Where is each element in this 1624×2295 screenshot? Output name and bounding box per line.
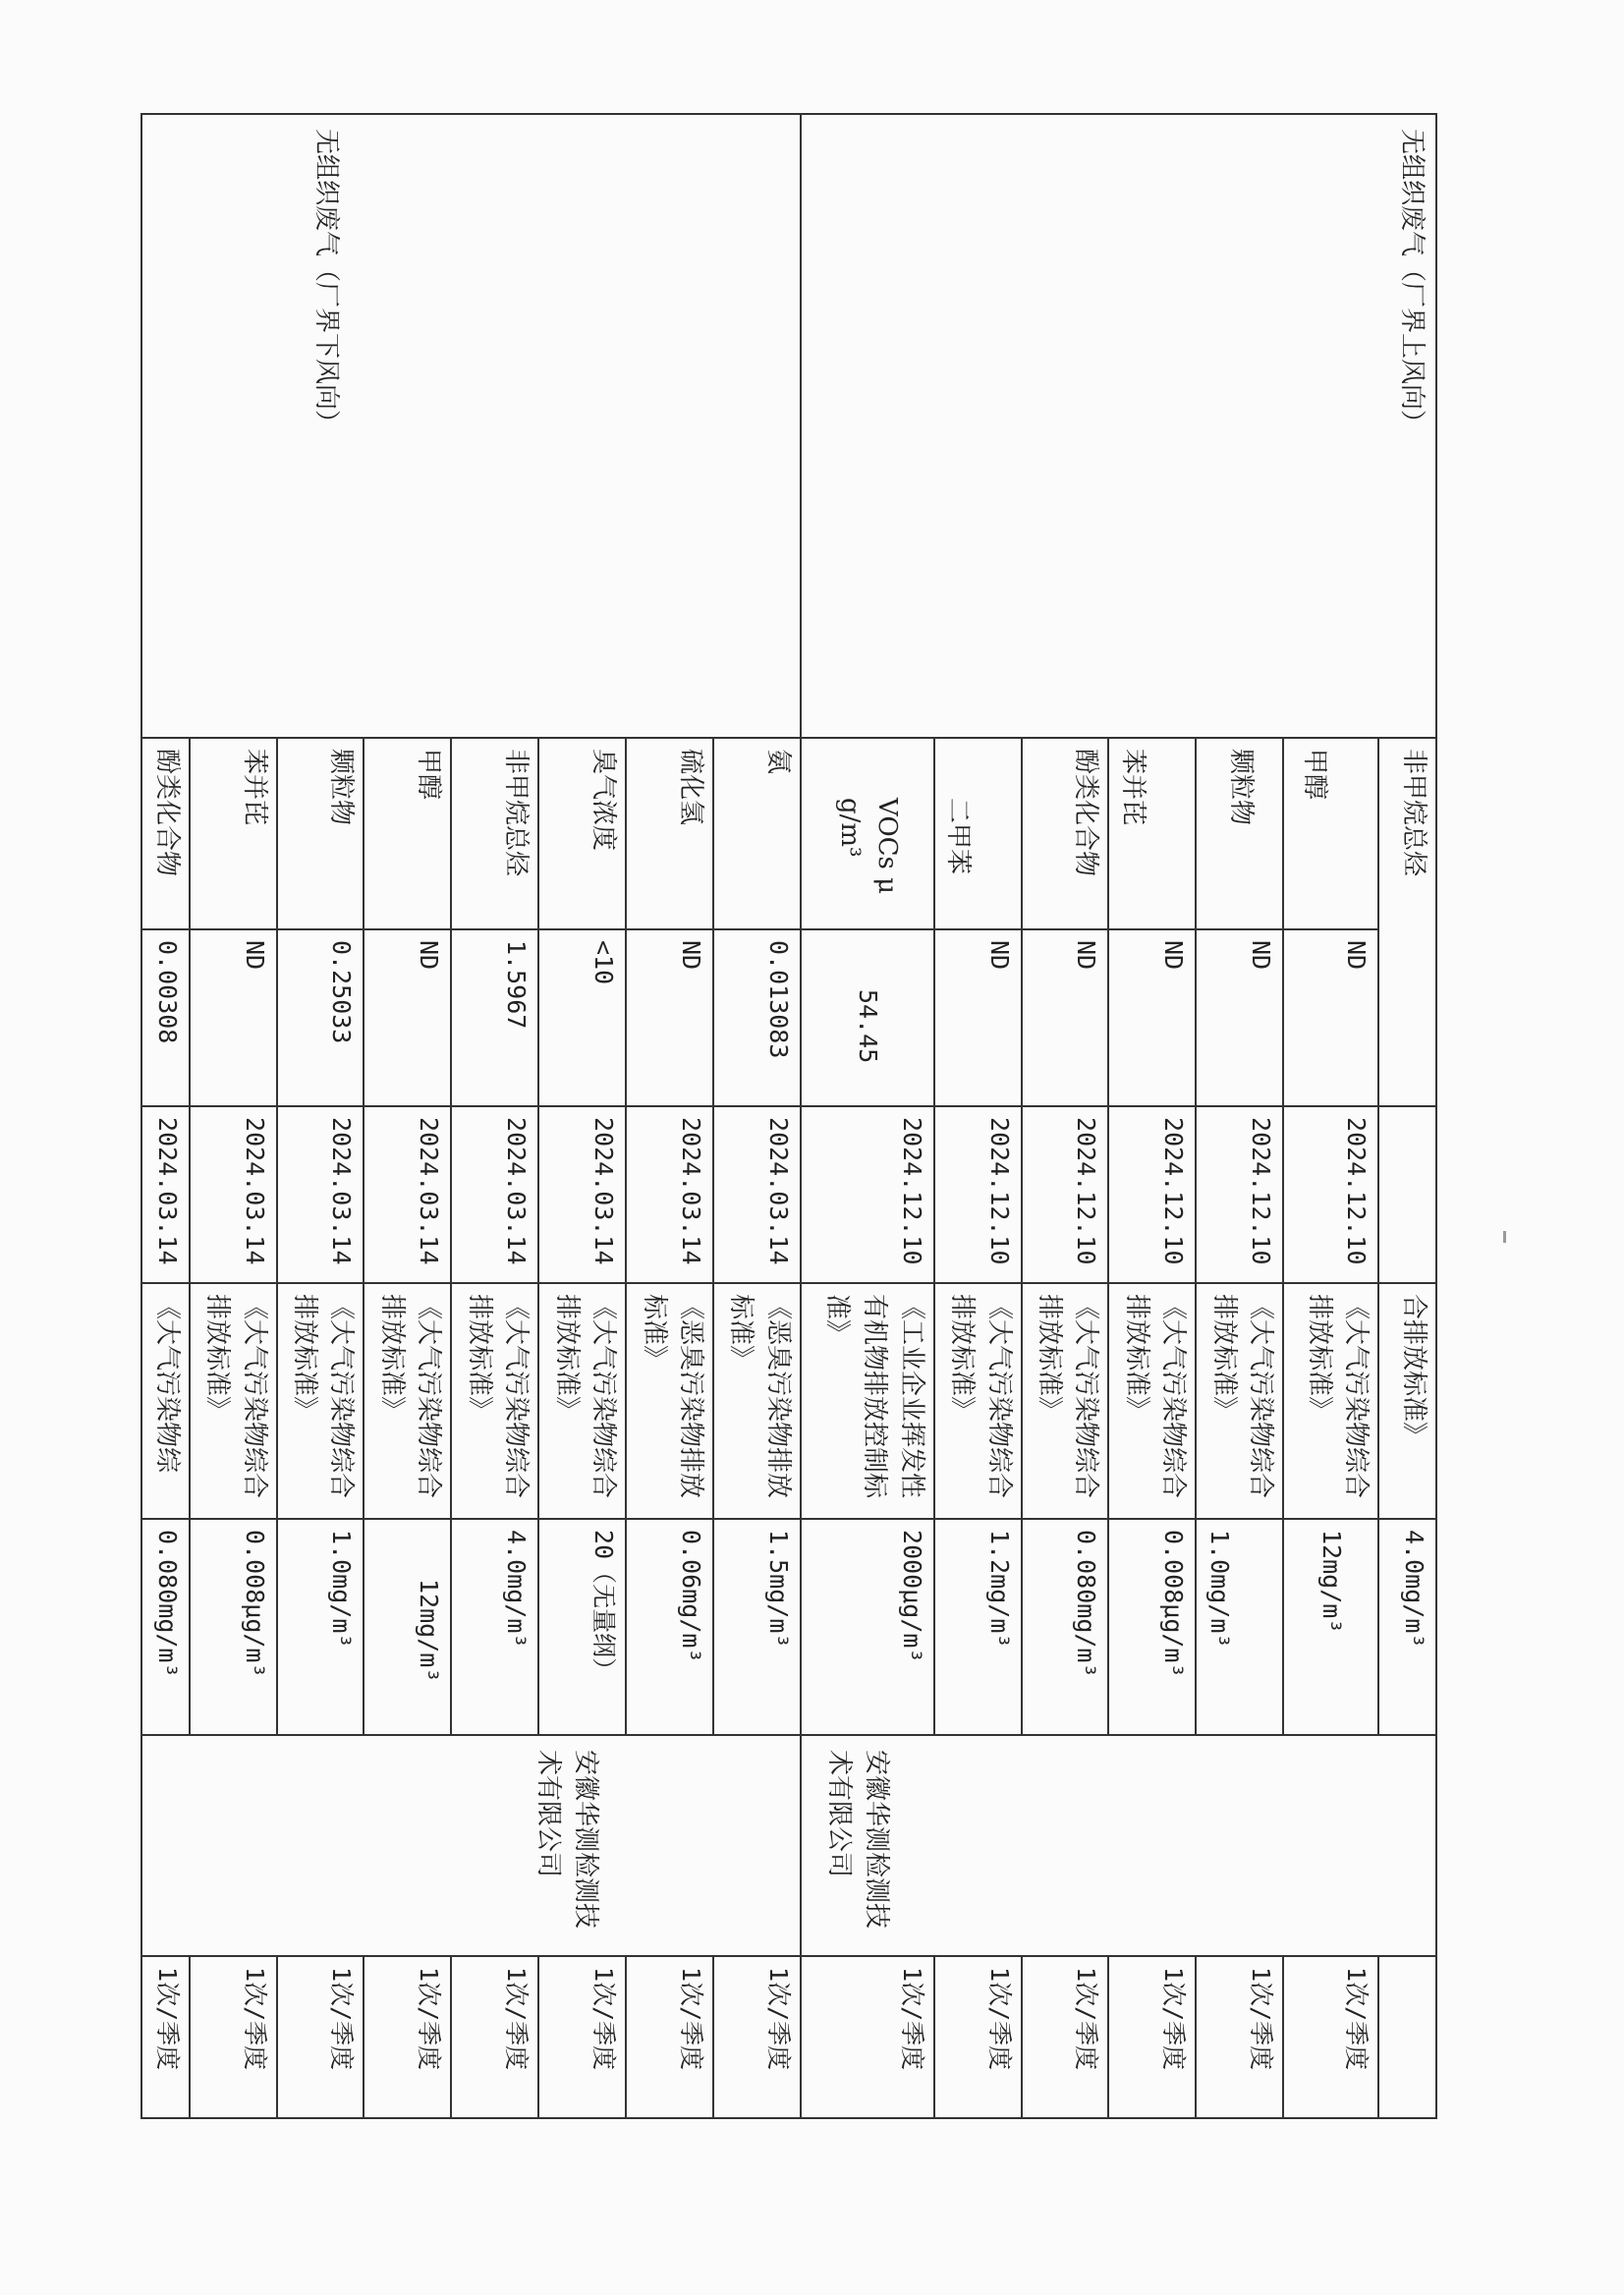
date-cell bbox=[1378, 1106, 1436, 1283]
standard-cell: 《大气污染物综合排放标准》 bbox=[1196, 1283, 1283, 1519]
category-cell-upwind: 无组织废气（厂界上风向） bbox=[801, 114, 1436, 738]
item-cell: 颗粒物 bbox=[277, 738, 364, 929]
limit-cell: 1.2mg/m³ bbox=[934, 1519, 1022, 1735]
date-cell: 2024.03.14 bbox=[277, 1106, 364, 1283]
table-row bbox=[1378, 114, 1436, 2118]
item-cell: 二甲苯 bbox=[934, 738, 1022, 929]
limit-cell: 0.008μg/m³ bbox=[190, 1519, 277, 1735]
date-cell: 2024.03.14 bbox=[190, 1106, 277, 1283]
standard-cell: 《大气污染物综合排放标准》 bbox=[1283, 1283, 1378, 1519]
result-cell: ND bbox=[190, 929, 277, 1106]
date-cell: 2024.12.10 bbox=[1022, 1106, 1109, 1283]
date-cell: 2024.03.14 bbox=[713, 1106, 801, 1283]
date-cell: 2024.03.14 bbox=[141, 1106, 190, 1283]
item-cell: 甲醇 bbox=[364, 738, 452, 929]
item-cell: 硫化氢 bbox=[626, 738, 713, 929]
limit-cell: 1.0mg/m³ bbox=[1196, 1519, 1283, 1735]
freq-cell: 1次/季度 bbox=[538, 1956, 626, 2118]
monitoring-table bbox=[140, 113, 1437, 2119]
item-cell: 甲醇 bbox=[1283, 738, 1378, 929]
org-cell-upwind bbox=[801, 1735, 1436, 1956]
freq-cell: 1次/季度 bbox=[934, 1956, 1022, 2118]
item-cell: 臭气浓度 bbox=[538, 738, 626, 929]
freq-cell: 1次/季度 bbox=[713, 1956, 801, 2118]
limit-cell: 20（无量纲） bbox=[538, 1519, 626, 1735]
freq-cell: 1次/季度 bbox=[1109, 1956, 1197, 2118]
item-cell: 氨 bbox=[713, 738, 801, 929]
limit-cell: 12mg/m³ bbox=[1283, 1519, 1378, 1735]
result-cell: 0.00308 bbox=[141, 929, 190, 1106]
freq-cell: 1次/季度 bbox=[1196, 1956, 1283, 2118]
standard-cell: 《大气污染物综合排放标准》 bbox=[1109, 1283, 1197, 1519]
standard-cell: 《大气污染物综合排放标准》 bbox=[1022, 1283, 1109, 1519]
standard-cell: 《大气污染物综合排放标准》 bbox=[451, 1283, 538, 1519]
freq-cell: 1次/季度 bbox=[364, 1956, 452, 2118]
item-cell: 颗粒物 bbox=[1196, 738, 1283, 929]
freq-cell: 1次/季度 bbox=[1283, 1956, 1378, 2118]
date-cell: 2024.03.14 bbox=[451, 1106, 538, 1283]
result-cell: 1.5967 bbox=[451, 929, 538, 1106]
table-row bbox=[713, 114, 801, 2118]
limit-cell: 0.008μg/m³ bbox=[1109, 1519, 1197, 1735]
rotated-table-frame bbox=[140, 113, 1437, 2117]
org-name: 安徽华测检测技术有限公司 bbox=[533, 1750, 601, 1930]
item-cell: 苯并芘 bbox=[1109, 738, 1197, 929]
result-cell: ND bbox=[1022, 929, 1109, 1106]
limit-cell: 2000μg/m³ bbox=[801, 1519, 933, 1735]
limit-cell: 4.0mg/m³ bbox=[1378, 1519, 1436, 1735]
date-cell: 2024.12.10 bbox=[801, 1106, 933, 1283]
standard-cell: 合排放标准》 bbox=[1378, 1283, 1436, 1519]
date-cell: 2024.12.10 bbox=[1196, 1106, 1283, 1283]
item-cell: VOCs μg/m³ bbox=[801, 738, 933, 929]
limit-cell: 0.080mg/m³ bbox=[1022, 1519, 1109, 1735]
date-cell: 2024.12.10 bbox=[1283, 1106, 1378, 1283]
org-cell-downwind bbox=[141, 1735, 801, 1956]
standard-cell: 《大气污染物综合排放标准》 bbox=[190, 1283, 277, 1519]
result-cell: 54.45 bbox=[801, 929, 933, 1106]
result-cell: ND bbox=[934, 929, 1022, 1106]
limit-cell: 1.5mg/m³ bbox=[713, 1519, 801, 1735]
limit-cell: 12mg/m³ bbox=[364, 1519, 452, 1735]
result-cell: 0.25033 bbox=[277, 929, 364, 1106]
result-cell: ND bbox=[364, 929, 452, 1106]
org-name: 安徽华测检测技术有限公司 bbox=[823, 1750, 891, 1930]
result-cell: 0.013083 bbox=[713, 929, 801, 1106]
result-cell: ND bbox=[626, 929, 713, 1106]
freq-cell: 1次/季度 bbox=[1022, 1956, 1109, 2118]
freq-cell: 1次/季度 bbox=[801, 1956, 933, 2118]
limit-cell: 0.06mg/m³ bbox=[626, 1519, 713, 1735]
scan-artifact bbox=[1503, 1231, 1506, 1243]
limit-cell: 1.0mg/m³ bbox=[277, 1519, 364, 1735]
freq-cell: 1次/季度 bbox=[626, 1956, 713, 2118]
standard-cell: 《大气污染物综 bbox=[141, 1283, 190, 1519]
category-cell-downwind: 无组织废气（厂界下风向） bbox=[141, 114, 801, 738]
standard-cell: 《大气污染物综合排放标准》 bbox=[364, 1283, 452, 1519]
date-cell: 2024.03.14 bbox=[364, 1106, 452, 1283]
standard-cell: 《恶臭污染物排放标准》 bbox=[713, 1283, 801, 1519]
result-cell: ND bbox=[1109, 929, 1197, 1106]
standard-cell: 《恶臭污染物排放标准》 bbox=[626, 1283, 713, 1519]
item-cell: 酚类化合物 bbox=[141, 738, 190, 929]
item-cell: 苯并芘 bbox=[190, 738, 277, 929]
freq-cell: 1次/季度 bbox=[190, 1956, 277, 2118]
item-cell: 酚类化合物 bbox=[1022, 738, 1109, 929]
freq-cell: 1次/季度 bbox=[141, 1956, 190, 2118]
limit-cell: 4.0mg/m³ bbox=[451, 1519, 538, 1735]
item-cell: 非甲烷总烃 bbox=[451, 738, 538, 929]
standard-cell: 《工业企业挥发性有机物排放控制标准》 bbox=[801, 1283, 933, 1519]
freq-cell: 1次/季度 bbox=[277, 1956, 364, 2118]
freq-cell: 1次/季度 bbox=[451, 1956, 538, 2118]
date-cell: 2024.12.10 bbox=[934, 1106, 1022, 1283]
item-cell: 非甲烷总烃 bbox=[1378, 738, 1436, 1106]
date-cell: 2024.03.14 bbox=[538, 1106, 626, 1283]
limit-cell: 0.080mg/m³ bbox=[141, 1519, 190, 1735]
result-cell: ND bbox=[1196, 929, 1283, 1106]
date-cell: 2024.12.10 bbox=[1109, 1106, 1197, 1283]
standard-cell: 《大气污染物综合排放标准》 bbox=[538, 1283, 626, 1519]
date-cell: 2024.03.14 bbox=[626, 1106, 713, 1283]
standard-cell: 《大气污染物综合排放标准》 bbox=[277, 1283, 364, 1519]
result-cell: ND bbox=[1283, 929, 1378, 1106]
result-cell: <10 bbox=[538, 929, 626, 1106]
standard-cell: 《大气污染物综合排放标准》 bbox=[934, 1283, 1022, 1519]
freq-cell bbox=[1378, 1956, 1436, 2118]
